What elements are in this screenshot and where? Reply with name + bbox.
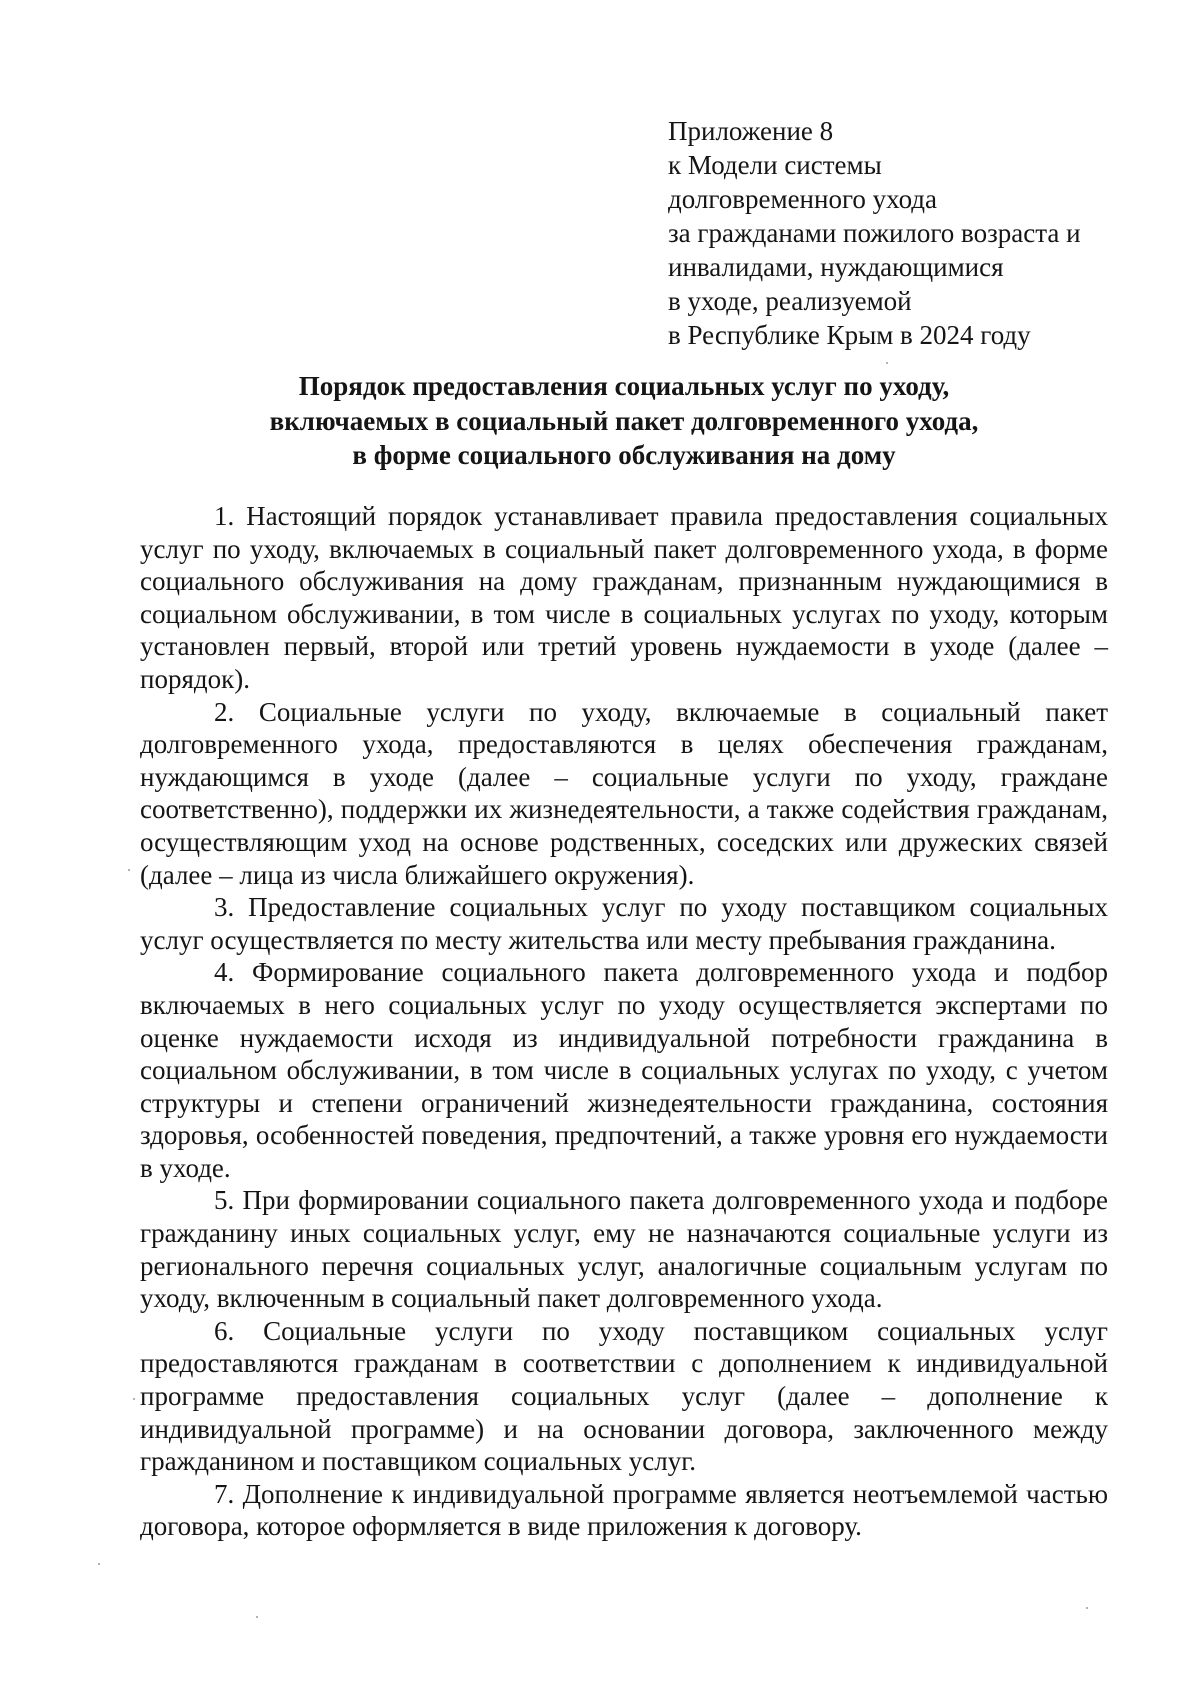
scan-speck <box>133 1398 135 1400</box>
title-line: Порядок предоставления социальных услуг по уходу, <box>298 371 950 401</box>
paragraph-7: 7. Дополнение к индивидуальной программе является неотъемлемой частью договора, которое оформляется в виде приложения к договору. <box>140 1478 1108 1542</box>
scan-speck <box>256 1616 258 1618</box>
paragraph-2: 2. Социальные услуги по уходу, включаемые в социальный пакет долговременного ухода, предоставляются в целях обеспечения гражданам, нуждающимся в уходе (далее – социальные услуги по уходу, граждане соответственно), поддержки их жизнедеятельности, а также содействия гражданам, осуществляющим уход на основе родственных, соседских или дружеских связей (далее – лица из числа ближайшего окружения). <box>140 696 1108 890</box>
title-line: в форме социального обслуживания на дому <box>352 440 896 470</box>
document-body <box>140 500 1108 1543</box>
paragraph-3: 3. Предоставление социальных услуг по уходу поставщиком социальных услуг осуществляется по месту жительства или месту пребывания гражданина. <box>140 892 1108 955</box>
annex-line: инвалидами, нуждающимися <box>668 252 1004 282</box>
paragraph-6: 6. Социальные услуги по уходу поставщиком социальных услуг предоставляются гражданам в соответствии с дополнением к индивидуальной программе предоставления социальных услуг (далее – дополнение к индивидуальной программе) и на основании договора, заключенного между гражданином и поставщиком социальных услуг. <box>140 1315 1108 1477</box>
document-title <box>140 369 1108 473</box>
scan-speck <box>886 362 888 364</box>
annex-line: за гражданами пожилого возраста и <box>668 218 1081 248</box>
annex-line: долговременного ухода <box>668 184 938 214</box>
scan-speck <box>128 869 130 871</box>
annex-line: в уходе, реализуемой <box>668 286 912 316</box>
annex-line: к Модели системы <box>668 150 882 180</box>
annex-line: в Республике Крым в 2024 году <box>668 320 1031 350</box>
paragraph-5: 5. При формировании социального пакета долговременного ухода и подборе гражданину иных социальных услуг, ему не назначаются социальные услуги из регионального перечня социальных услуг, аналогичные социальным услугам по уходу, включенным в социальный пакет долговременного ухода. <box>140 1185 1108 1314</box>
scan-speck <box>98 1563 100 1565</box>
paragraph-1: 1. Настоящий порядок устанавливает правила предоставления социальных услуг по уходу, включаемых в социальный пакет долговременного ухода, в форме социального обслуживания на дому гражданам, признанным нуждающимися в социальном обслуживании, в том числе в социальных услугах по уходу, которым установлен первый, второй или третий уровень нуждаемости в уходе (далее – порядок). <box>140 501 1108 694</box>
annex-line: Приложение 8 <box>668 116 834 146</box>
annex-header <box>668 114 1138 352</box>
title-line: включаемых в социальный пакет долговременного ухода, <box>269 405 979 436</box>
paragraph-4: 4. Формирование социального пакета долговременного ухода и подбор включаемых в него социальных услуг по уходу осуществляется экспертами по оценке нуждаемости исходя из индивидуальной потребности гражданина в социальном обслуживании, в том числе в социальных услугах по уходу, с учетом структуры и степени ограничений жизнедеятельности гражданина, состояния здоровья, особенностей поведения, предпочтений, а также уровня его нуждаемости в уходе. <box>140 957 1108 1183</box>
scan-speck <box>1086 1607 1088 1609</box>
